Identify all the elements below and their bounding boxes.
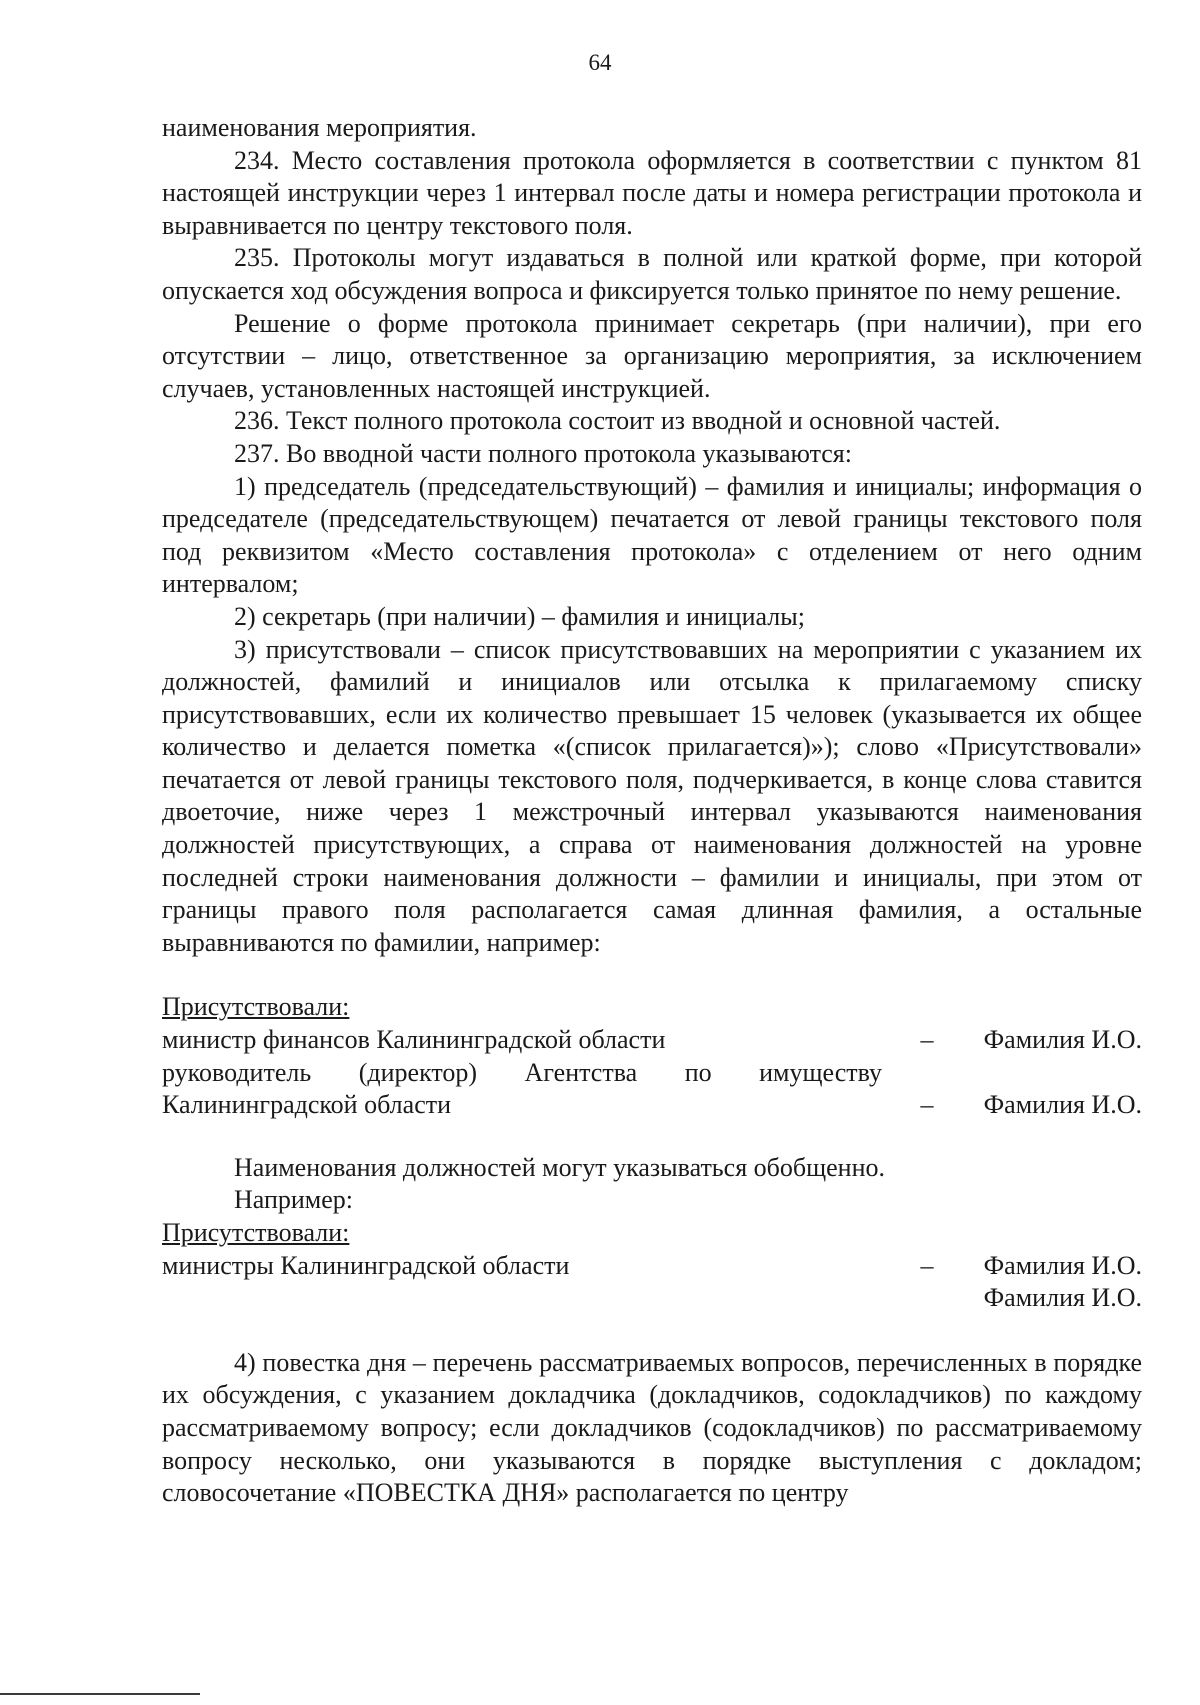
attendee-name: Фамилия И.О. xyxy=(983,1090,1142,1120)
paragraph-234: 234. Место составления протокола оформляется в соответствии с пунктом 81 настоящей инструкции через 1 интервал после даты и номера регистрации протокола и выравнивается по центру текстового поля. xyxy=(162,145,1142,240)
paragraph: Наименования должностей могут указываться обобщенно. xyxy=(234,1152,886,1182)
list-item-2: 2) секретарь (при наличии) – фамилия и инициалы; xyxy=(234,601,805,631)
paragraph: Например: xyxy=(234,1185,354,1215)
list-item-4: 4) повестка дня – перечень рассматриваемых вопросов, перечисленных в порядке их обсуждения, с указанием докладчика (докладчиков, содокладчиков) по каждому рассматриваемому вопросу; если докладчиков (содокладчиков) по рассматриваемому вопросу несколько, они указываются в порядке выступления с докладом; словосочетание «ПОВЕСТКА ДНЯ» располагается по центру xyxy=(162,1347,1142,1508)
attendees-example-1 xyxy=(162,991,1142,1121)
attendee-dash: – xyxy=(920,1250,934,1280)
attendees-title: Присутствовали: xyxy=(162,1218,350,1247)
paragraph: наименования мероприятия. xyxy=(162,113,477,142)
attendee-dash: – xyxy=(920,1025,934,1055)
attendees-title: Присутствовали: xyxy=(162,992,350,1022)
attendee-name: Фамилия И.О. xyxy=(983,1283,1142,1313)
document-body xyxy=(162,112,1142,1510)
list-item-1: 1) председатель (председательствующий) – фамилия и инициалы; информация о председателе (председательствующем) печатается от левой границы текстового поля под реквизитом «Место составления протокола» с отделением от него одним интервалом; xyxy=(162,471,1142,599)
attendee-position: министр финансов Калининградской области xyxy=(162,1025,666,1055)
paragraph-236: 236. Текст полного протокола состоит из вводной и основной частей. xyxy=(234,406,1001,436)
paragraph-235: 235. Протоколы могут издаваться в полной или краткой форме, при которой опускается ход обсуждения вопроса и фиксируется только принятое по нему решение. xyxy=(162,243,1142,305)
attendee-row xyxy=(162,1250,1142,1283)
attendee-position: министры Калининградской области xyxy=(162,1250,570,1280)
page-number: 64 xyxy=(588,50,612,75)
attendee-row xyxy=(162,1282,1142,1315)
attendee-row-line xyxy=(162,1057,1142,1090)
attendees-example-2 xyxy=(162,1217,1142,1315)
paragraph-237: 237. Во вводной части полного протокола указываются: xyxy=(234,438,852,468)
attendee-dash: – xyxy=(920,1090,934,1120)
paragraph: Решение о форме протокола принимает секретарь (при наличии), при его отсутствии – лицо, ответственное за организацию мероприятия, за исключением случаев, установленных настоящей инструкцией. xyxy=(162,308,1142,403)
attendee-position: Калининградской области xyxy=(162,1090,452,1120)
attendee-name: Фамилия И.О. xyxy=(983,1250,1142,1280)
scan-edge-line xyxy=(0,1693,200,1695)
list-item-3: 3) присутствовали – список присутствовавших на мероприятии с указанием их должностей, фамилий и инициалов или отсылка к прилагаемому списку присутствовавших, если их количество превышает 15 человек (указывается их общее количество и делается пометка «(список прилагается)»); слово «Присутствовали» печатается от левой границы текстового поля, подчеркивается, в конце слова ставится двоеточие, ниже через 1 межстрочный интервал указываются наименования должностей присутствующих, а справа от наименования должностей на уровне последней строки наименования должности – фамилии и инициалы, при этом от границы правого поля располагается самая длинная фамилия, а остальные выравниваются по фамилии, например: xyxy=(162,634,1142,957)
attendee-row xyxy=(162,1089,1142,1122)
attendee-row xyxy=(162,1024,1142,1057)
attendee-name: Фамилия И.О. xyxy=(983,1025,1142,1055)
attendee-position: руководитель (директор) Агентства по имуществу xyxy=(162,1057,882,1087)
